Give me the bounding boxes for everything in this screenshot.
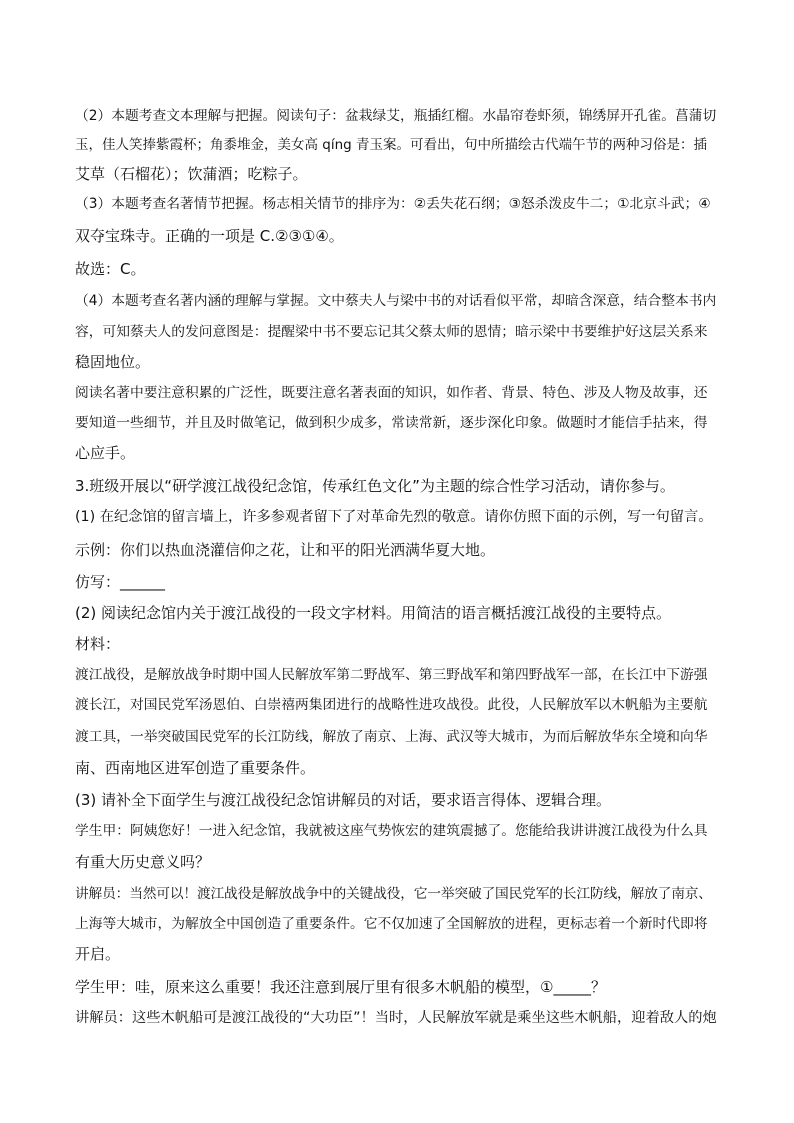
text-line: （3）本题考查名著情节把握。杨志相关情节的排序为：②丢失花石纲；③怒杀泼皮牛二；①北京斗武；④	[75, 196, 711, 212]
text-line: 开启。	[75, 945, 121, 963]
answer-blank-line: 仿写：______	[75, 573, 166, 591]
text-line: 稳固地位。	[75, 353, 151, 371]
text-line: 阅读名著中要注意积累的广泛性，既要注意名著表面的知识，如作者、背景、特色、涉及人物及故事，还	[75, 385, 708, 401]
text-line: 容，可知蔡夫人的发问意图是：提醒梁中书不要忘记其父蔡太师的恩情；暗示梁中书要维护好这层关系来	[75, 324, 708, 340]
text-line: （2）本题考查文本理解与把握。阅读句子：盆栽绿艾，瓶插红榴。水晶帘卷虾须，锦绣屏开孔雀。菖蒲切	[75, 108, 717, 124]
text-line: 讲解员：这些木帆船可是渡江战役的“大功臣”！当时，人民解放军就是乘坐这些木帆船，迎着敌人的炮	[75, 1010, 717, 1026]
text-line: 有重大历史意义吗？	[75, 853, 211, 871]
text-line: 学生甲：阿姨您好！一进入纪念馆，我就被这座气势恢宏的建筑震撼了。您能给我讲讲渡江战役为什么具	[75, 823, 708, 839]
text-line: 心应手。	[75, 444, 136, 462]
question-heading: 3.班级开展以“研学渡江战役纪念馆，传承红色文化”为主题的综合性学习活动，请你参与。	[75, 477, 675, 495]
text-line: 渡工具，一举突破国民党军的长江防线，解放了南京、上海、武汉等大城市，为而后解放华东全境和向华	[75, 729, 708, 745]
text-line: 材料：	[75, 635, 121, 653]
text-line: 故选：C。	[75, 260, 146, 278]
text-line: 玉，佳人笑捧紫霞杯；角黍堆金，美女高 qíng 青玉案。可看出，句中所描绘古代端午节的两种习俗是：插	[75, 137, 708, 153]
text-line: 学生甲：哇，原来这么重要！我还注意到展厅里有很多木帆船的模型，①_____？	[75, 978, 606, 996]
text-line: 示例：你们以热血浇灌信仰之花，让和平的阳光洒满华夏大地。	[75, 541, 496, 559]
text-line: 渡长江，对国民党军汤恩伯、白崇禧两集团进行的战略性进攻战役。此役，人民解放军以木帆船为主要航	[75, 697, 708, 713]
text-line: 艾草（石榴花）；饮蒲酒；吃粽子。	[75, 165, 308, 183]
text-line: (1) 在纪念馆的留言墙上，许多参观者留下了对革命先烈的敬意。请你仿照下面的示例，写一句留言。	[75, 509, 713, 525]
text-line: (3) 请补全下面学生与渡江战役纪念馆讲解员的对话，要求语言得体、逻辑合理。	[75, 791, 612, 809]
text-line: 双夺宝珠寺。正确的一项是 C.②③①④。	[75, 227, 344, 245]
text-line: (2) 阅读纪念馆内关于渡江战役的一段文字材料。用简洁的语言概括渡江战役的主要特点。	[75, 604, 672, 622]
text-line: 讲解员：当然可以！渡江战役是解放战争中的关键战役，它一举突破了国民党军的长江防线，解放了南京、	[75, 886, 712, 902]
text-line: 南、西南地区进军创造了重要条件。	[75, 759, 316, 777]
text-line: （4）本题考查名著内涵的理解与掌握。文中蔡夫人与梁中书的对话看似平常，却暗含深意，结合整本书内	[75, 293, 717, 309]
text-line: 要知道一些细节，并且及时做笔记，做到积少成多，常读常新，逐步深化印象。做题时才能信手拈来，得	[75, 415, 708, 431]
text-line: 渡江战役，是解放战争时期中国人民解放军第二野战军、第三野战军和第四野战军一部，在长江中下游强	[75, 667, 708, 683]
text-line: 上海等大城市，为解放全中国创造了重要条件。它不仅加速了全国解放的进程，更标志着一个新时代即将	[75, 916, 708, 932]
